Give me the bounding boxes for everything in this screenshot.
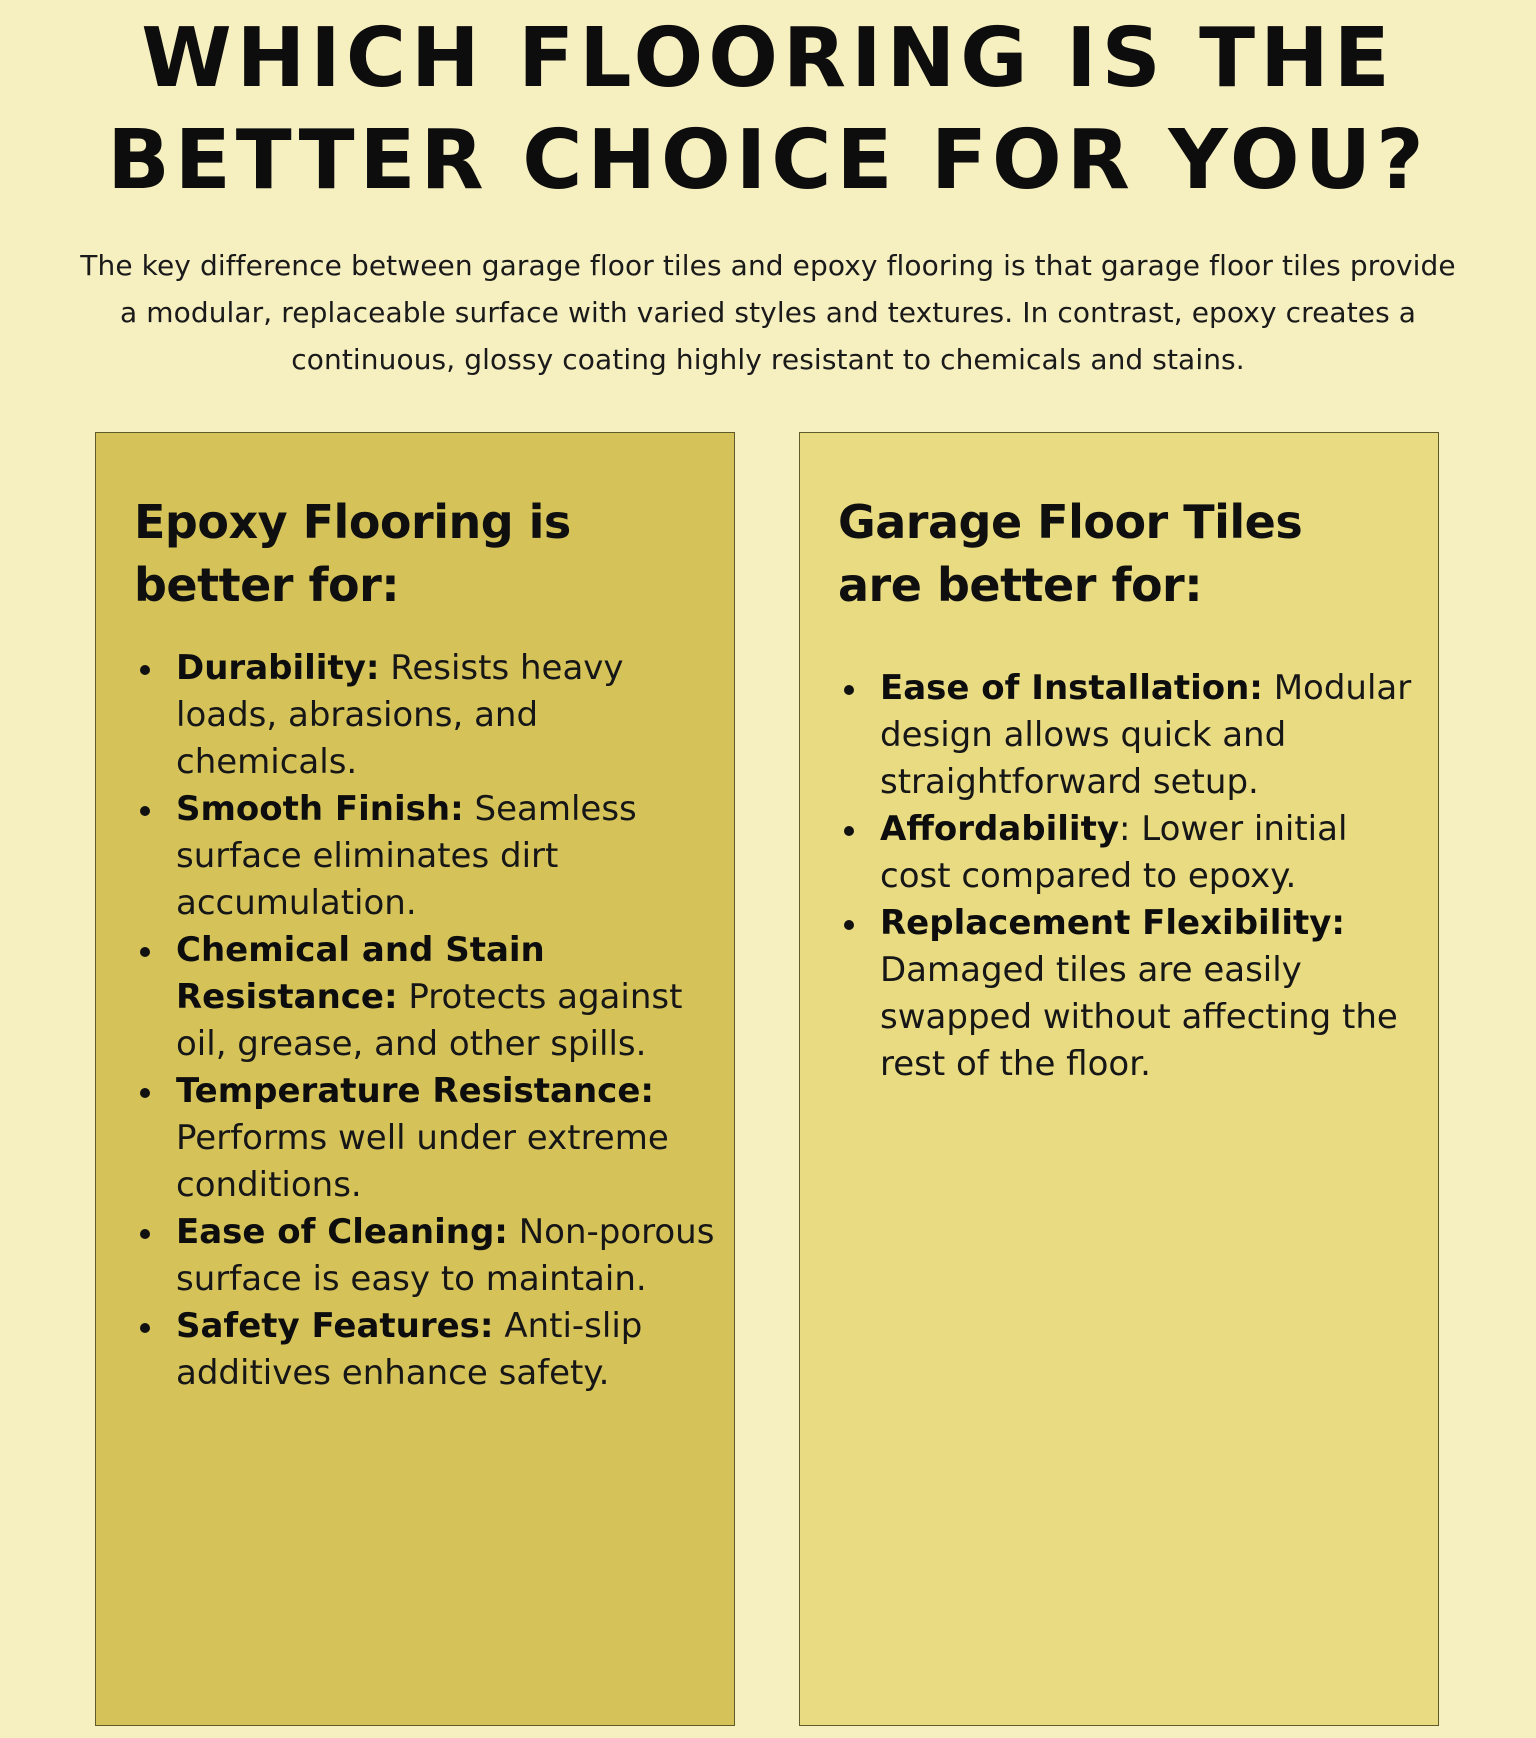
list-item-text: Anti-slip additives enhance safety. (176, 1306, 643, 1393)
list-item-term: Affordability (880, 809, 1119, 849)
bullet-icon (844, 685, 854, 695)
list-item (880, 665, 1420, 806)
bullet-icon (140, 1229, 150, 1239)
list-item (880, 900, 1420, 1088)
list-item (176, 645, 716, 786)
epoxy-card-heading-line-1: Epoxy Flooring is (134, 495, 571, 549)
list-item-term: Smooth Finish: (176, 789, 464, 829)
bullet-icon (140, 665, 150, 675)
epoxy-card-heading-line-2: better for: (134, 558, 400, 612)
list-item-term: Ease of Cleaning: (176, 1212, 508, 1252)
page-title-line-1: WHICH FLOORING IS THE (141, 11, 1395, 106)
list-item-term: Chemical and Stain Resistance: (176, 930, 545, 1017)
epoxy-card-heading (134, 491, 571, 617)
list-item-text: Seamless surface eliminates dirt accumulation. (176, 789, 637, 923)
tiles-benefits-list (880, 665, 1420, 1088)
list-item-text: Performs well under extreme conditions. (176, 1118, 669, 1205)
list-item-text: : Lower initial cost compared to epoxy. (880, 809, 1348, 896)
list-item-term: Replacement Flexibility: (880, 903, 1346, 943)
list-item-term: Safety Features: (176, 1306, 494, 1346)
list-item (176, 927, 716, 1068)
list-item-text: Non-porous surface is easy to maintain. (176, 1212, 715, 1299)
bullet-icon (844, 826, 854, 836)
tiles-card-heading-line-2: are better for: (838, 558, 1203, 612)
list-item (880, 806, 1420, 900)
epoxy-benefits-list (176, 645, 716, 1397)
intro-paragraph: The key difference between garage floor tiles and epoxy flooring is that garage floor tiles provide a modular, replaceable surface with varied styles and textures. In contrast, epoxy creates a continuous, glossy coating highly resistant to chemicals and stains. (80, 249, 1456, 376)
bullet-icon (844, 920, 854, 930)
list-item-text: Resists heavy loads, abrasions, and chemicals. (176, 648, 624, 782)
tiles-card-heading-line-1: Garage Floor Tiles (838, 495, 1303, 549)
bullet-icon (140, 1088, 150, 1098)
list-item (176, 1209, 716, 1303)
epoxy-flooring-card (95, 432, 735, 1726)
list-item-term: Temperature Resistance: (176, 1071, 654, 1111)
list-item (176, 1303, 716, 1397)
list-item-term: Durability: (176, 648, 380, 688)
list-item-text: Damaged tiles are easily swapped without affecting the rest of the floor. (880, 950, 1398, 1084)
page-title (0, 8, 1536, 212)
list-item-text: Protects against oil, grease, and other spills. (176, 977, 683, 1064)
tiles-card-heading (838, 491, 1302, 617)
bullet-icon (140, 806, 150, 816)
bullet-icon (140, 1323, 150, 1333)
list-item (176, 786, 716, 927)
garage-floor-tiles-card (799, 432, 1439, 1726)
list-item (176, 1068, 716, 1209)
bullet-icon (140, 947, 150, 957)
page-title-line-2: BETTER CHOICE FOR YOU? (107, 113, 1429, 208)
list-item-text: Modular design allows quick and straightforward setup. (880, 668, 1412, 802)
list-item-term: Ease of Installation: (880, 668, 1263, 708)
